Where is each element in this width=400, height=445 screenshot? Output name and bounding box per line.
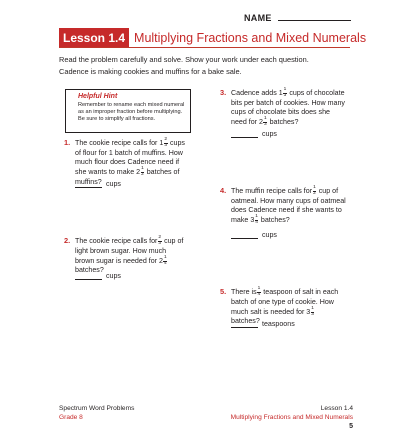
fraction: $\frac{2}{3}$ [164, 137, 167, 148]
fraction: $\frac{1}{3}$ [283, 87, 287, 98]
answer-unit: cups [262, 231, 277, 239]
answer-line-4 [231, 231, 277, 239]
problem-text: There is [231, 288, 257, 297]
answer-blank[interactable] [231, 231, 258, 239]
fraction: $\frac{1}{3}$ [311, 305, 314, 317]
footer-left [59, 404, 134, 422]
problem-text: The muffin recipe calls for [231, 187, 313, 196]
answer-unit: cups [262, 130, 277, 138]
answer-line-3 [231, 130, 277, 138]
name-line [278, 20, 351, 21]
problem-text: The cookie recipe calls for 1 [75, 139, 164, 148]
page-title: Multiplying Fractions and Mixed Numerals [134, 30, 367, 45]
answer-blank[interactable] [231, 320, 258, 328]
answer-blank[interactable] [231, 130, 258, 138]
fraction: $\frac{1}{3}$ [263, 116, 267, 127]
problem-number: 5. [220, 287, 227, 296]
hint-box [65, 89, 191, 133]
problem-number: 1. [64, 138, 71, 147]
fraction: $\frac{1}{2}$ [313, 185, 316, 196]
title-bar [59, 28, 367, 48]
problem-text: batches? [231, 317, 260, 326]
problem-text: The cookie recipe calls for [75, 237, 158, 246]
problem-2 [64, 235, 185, 276]
problem-number: 2. [64, 236, 71, 245]
lesson-badge: Lesson 1.4 [59, 28, 129, 47]
answer-unit: cups [106, 180, 121, 188]
problem-text: batches? [75, 266, 104, 275]
hint-title: Helpful Hint [78, 93, 118, 100]
fraction: $\frac{1}{4}$ [255, 214, 258, 225]
fraction: $\frac{2}{3}$ [158, 235, 162, 246]
answer-line-2 [75, 272, 121, 280]
book-title: Spectrum Word Problems [59, 405, 135, 412]
problem-number: 3. [220, 88, 227, 97]
problem-text: cups of chocolate bits per batch of cookies. How many cups of chocolate bits does she need for 2 [231, 89, 345, 127]
hint-body: Remember to rename each mixed numeral as an improper fraction before multiplying. Be sure to simplify all fractions. [78, 102, 185, 122]
footer-right [231, 404, 353, 422]
problem-text: Cadence adds 1 [231, 89, 283, 98]
problem-text: cups of flour for 1 batch of muffins. How much flour does Cadence need if she wants to make 2 [75, 139, 185, 177]
fraction: $\frac{1}{2}$ [141, 166, 144, 177]
problem-text: batches of muffins? [75, 168, 180, 186]
context: Cadence is making cookies and muffins for a bake sale. [59, 67, 242, 76]
instructions: Read the problem carefully and solve. Show your work under each question. [59, 55, 309, 64]
problem-3 [220, 87, 346, 128]
answer-blank[interactable] [75, 272, 102, 280]
problem-text: teaspoon of salt in each batch of one type of cookie. How much salt is needed for 3 [231, 288, 339, 317]
page-number: 5 [349, 423, 353, 430]
problem-text: batches? [269, 118, 299, 127]
answer-blank[interactable] [75, 180, 102, 188]
problem-4 [220, 185, 346, 226]
problem-text: cup of light brown sugar. How much brown sugar is needed for 2 [75, 237, 184, 266]
fraction: $\frac{1}{4}$ [257, 286, 261, 297]
answer-unit: teaspoons [262, 320, 295, 328]
footer-lesson-title: Multiplying Fractions and Mixed Numerals [230, 414, 353, 421]
problem-number: 4. [220, 186, 227, 195]
fraction: $\frac{1}{4}$ [163, 254, 167, 266]
grade-label: Grade 8 [59, 414, 83, 421]
answer-line-1 [75, 180, 121, 188]
footer-lesson: Lesson 1.4 [320, 405, 353, 412]
problem-text: cup of oatmeal. How many cups of oatmeal does Cadence need if she wants to make 3 [231, 187, 346, 225]
answer-line-5 [231, 320, 295, 328]
answer-unit: cups [106, 272, 121, 280]
problem-text: batches? [260, 216, 290, 225]
name-label: NAME [244, 13, 272, 23]
